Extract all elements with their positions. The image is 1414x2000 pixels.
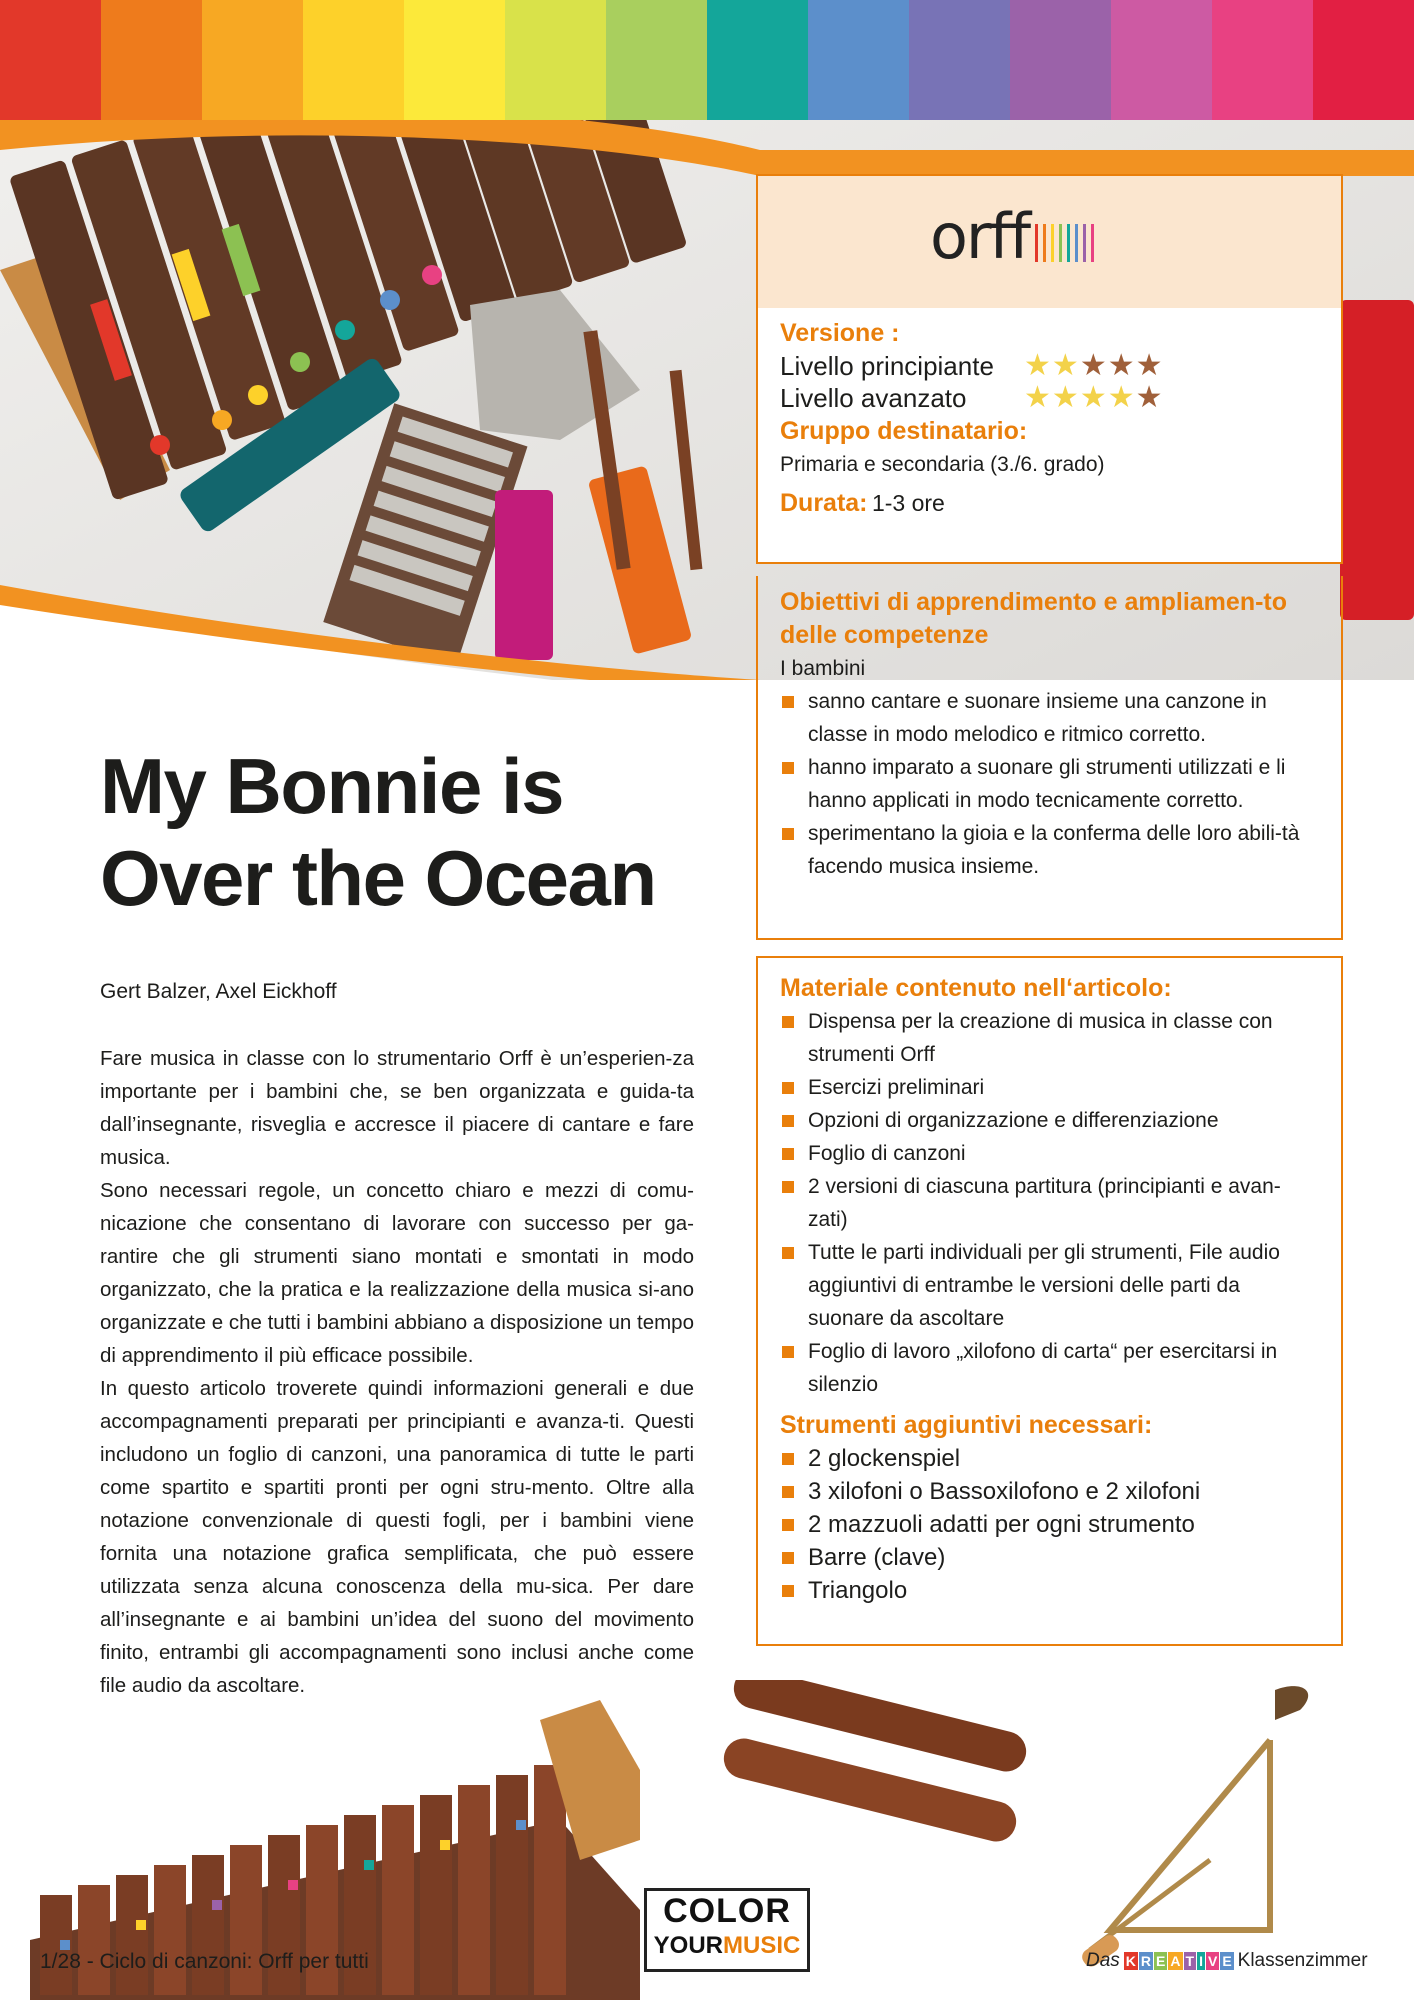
orff-bar [1059, 224, 1062, 262]
duration-heading: Durata: [780, 489, 868, 517]
tool-item: 2 glockenspiel [780, 1442, 1319, 1475]
goal-item: sperimentano la gioia e la conferma delle loro abili-tà facendo musica insieme. [780, 817, 1319, 883]
level-advanced-row [780, 382, 1319, 414]
orff-bar [1091, 224, 1094, 262]
rainbow-stripe [606, 0, 707, 120]
triangle-instrument [1079, 1686, 1308, 1970]
rainbow-band [0, 0, 1414, 120]
level-beginner-row [780, 350, 1319, 382]
star-filled-icon: ★ [1024, 381, 1051, 414]
orff-bar [1067, 224, 1070, 262]
goal-item: sanno cantare e suonare insieme una canzone in classe in modo melodico e ritmico corretto. [780, 685, 1319, 751]
goal-item: hanno imparato a suonare gli strumenti utilizzati e li hanno applicati in modo tecnicamente corretto. [780, 751, 1319, 817]
target-text: Primaria e secondaria (3./6. grado) [780, 453, 1105, 476]
level-advanced-label: Livello avanzato [780, 383, 967, 413]
rainbow-stripe [505, 0, 606, 120]
materials-box [756, 956, 1343, 1646]
rainbow-stripe [0, 0, 101, 120]
material-item: Esercizi preliminari [780, 1071, 1319, 1104]
publisher-das: Das [1086, 1950, 1120, 1971]
goals-heading: Obiettivi di apprendimento e ampliamen-to delle competenze [780, 588, 1288, 649]
level-beginner-label: Livello principiante [780, 351, 994, 381]
level-advanced-stars [1024, 383, 1163, 413]
orff-logo-bars [1035, 224, 1094, 262]
rainbow-stripe [404, 0, 505, 120]
publisher-tile: I [1199, 1953, 1203, 1969]
publisher-tile: T [1185, 1953, 1195, 1969]
publisher-tile: K [1125, 1953, 1136, 1969]
star-filled-icon: ★ [1051, 349, 1079, 382]
rainbow-stripe [202, 0, 303, 120]
rainbow-stripe [1010, 0, 1111, 120]
materials-heading: Materiale contenuto nell‘articolo: [780, 974, 1172, 1002]
tool-item: Barre (clave) [780, 1541, 1319, 1574]
star-filled-icon: ★ [1107, 381, 1135, 414]
material-item: Dispensa per la creazione di musica in classe con strumenti Orff [780, 1005, 1319, 1071]
star-empty-icon: ★ [1135, 381, 1163, 414]
star-filled-icon: ★ [1051, 381, 1079, 414]
star-filled-icon: ★ [1024, 349, 1051, 382]
rainbow-stripe [909, 0, 1010, 120]
duration-value: 1-3 ore [871, 490, 945, 516]
rainbow-stripe [707, 0, 808, 120]
tool-item: Triangolo [780, 1574, 1319, 1607]
star-empty-icon: ★ [1135, 349, 1163, 382]
level-beginner-stars [1024, 351, 1163, 381]
publisher-tile: R [1140, 1953, 1152, 1969]
material-item: Foglio di lavoro „xilofono di carta“ per esercitarsi in silenzio [780, 1335, 1319, 1401]
rainbow-stripe [303, 0, 404, 120]
logo-line1: COLOR [663, 1892, 791, 1930]
goals-box [756, 576, 1343, 940]
logo-your: YOUR [653, 1932, 723, 1959]
orff-bar [1035, 224, 1038, 262]
orff-logo-text: orff [930, 200, 1030, 273]
material-item: Tutte le parti individuali per gli strumenti, File audio aggiuntivi di entrambe le versioni delle parti da suonare da ascoltare [780, 1236, 1319, 1335]
orff-bar [1083, 224, 1086, 262]
article-paragraph: Sono necessari regole, un concetto chiaro e mezzi di comu-nicazione che consentano di lavorare con successo per ga-rantire che gli strumenti siano montati e smontati in modo organizzato, che la pratica e la realizzazione della musica si-ano organizzate e che tutti i bambini abbiano a disposizione un tempo di apprendimento il più efficace possibile. [100, 1179, 694, 1367]
page-footer: 1/28 - Ciclo di canzoni: Orff per tutti [40, 1950, 369, 1973]
publisher-tile: A [1170, 1953, 1181, 1969]
publisher-tile: V [1207, 1953, 1218, 1969]
version-heading: Versione : [780, 319, 900, 347]
star-filled-icon: ★ [1079, 381, 1107, 414]
publisher-tile: E [1156, 1953, 1166, 1969]
rainbow-stripe [808, 0, 909, 120]
goals-intro: I bambini [780, 657, 866, 680]
orff-bar [1051, 224, 1054, 262]
authors: Gert Balzer, Axel Eickhoff [100, 980, 337, 1003]
orff-bar [1043, 224, 1046, 262]
publisher-tile: E [1222, 1953, 1232, 1969]
tool-item: 2 mazzuoli adatti per ogni strumento [780, 1508, 1319, 1541]
publisher-logo [1086, 1950, 1368, 1972]
material-item: 2 versioni di ciascuna partitura (principianti e avan-zati) [780, 1170, 1319, 1236]
orff-bar [1075, 224, 1078, 262]
page-title: My Bonnie is Over the Ocean [100, 742, 656, 922]
orff-logo [930, 200, 1094, 273]
article-paragraph: In questo articolo troverete quindi informazioni generali e due accompagnamenti preparati per principianti e avanza-ti. Questi includono un foglio di canzoni, una panoramica di tutte le parti come spartito e spartiti pronti per ogni stru-mento. Oltre alla notazione convenzionale di questi fogli, per i bambini viene fornita una notazione grafica semplificata, che può essere utilizzata senza alcuna conoscenza della mu-sica. Per dare all’insegnante e ai bambini un’idea del suono del movimento finito, entrambi gli accompagnamenti sono inclusi anche come file audio da ascoltare. [100, 1377, 694, 1697]
star-empty-icon: ★ [1107, 349, 1135, 382]
material-item: Opzioni di organizzazione e differenziazione [780, 1104, 1319, 1137]
article-paragraph: Fare musica in classe con lo strumentario Orff è un’esperien-za importante per i bambini che, se ben organizzata e guida-ta dall’insegnante, risveglia e accresce il piacere di cantare e fare musica. [100, 1047, 694, 1169]
target-heading: Gruppo destinatario: [780, 417, 1028, 445]
rainbow-stripe [101, 0, 202, 120]
color-your-music-logo [644, 1888, 810, 1972]
tool-item: 3 xilofoni o Bassoxilofono e 2 xilofoni [780, 1475, 1319, 1508]
logo-line2 [647, 1931, 807, 1961]
publisher-kreative-tiles [1124, 1952, 1234, 1970]
publisher-rest: Klassenzimmer [1237, 1950, 1368, 1971]
material-item: Foglio di canzoni [780, 1137, 1319, 1170]
logo-music: MUSIC [723, 1932, 801, 1959]
article-body [100, 1042, 694, 1702]
orff-logo-area [758, 176, 1341, 308]
rainbow-stripe [1111, 0, 1212, 120]
rainbow-stripe [1212, 0, 1313, 120]
info-box [756, 174, 1343, 564]
star-empty-icon: ★ [1079, 349, 1107, 382]
tools-heading: Strumenti aggiuntivi necessari: [780, 1411, 1153, 1439]
rainbow-stripe [1313, 0, 1414, 120]
